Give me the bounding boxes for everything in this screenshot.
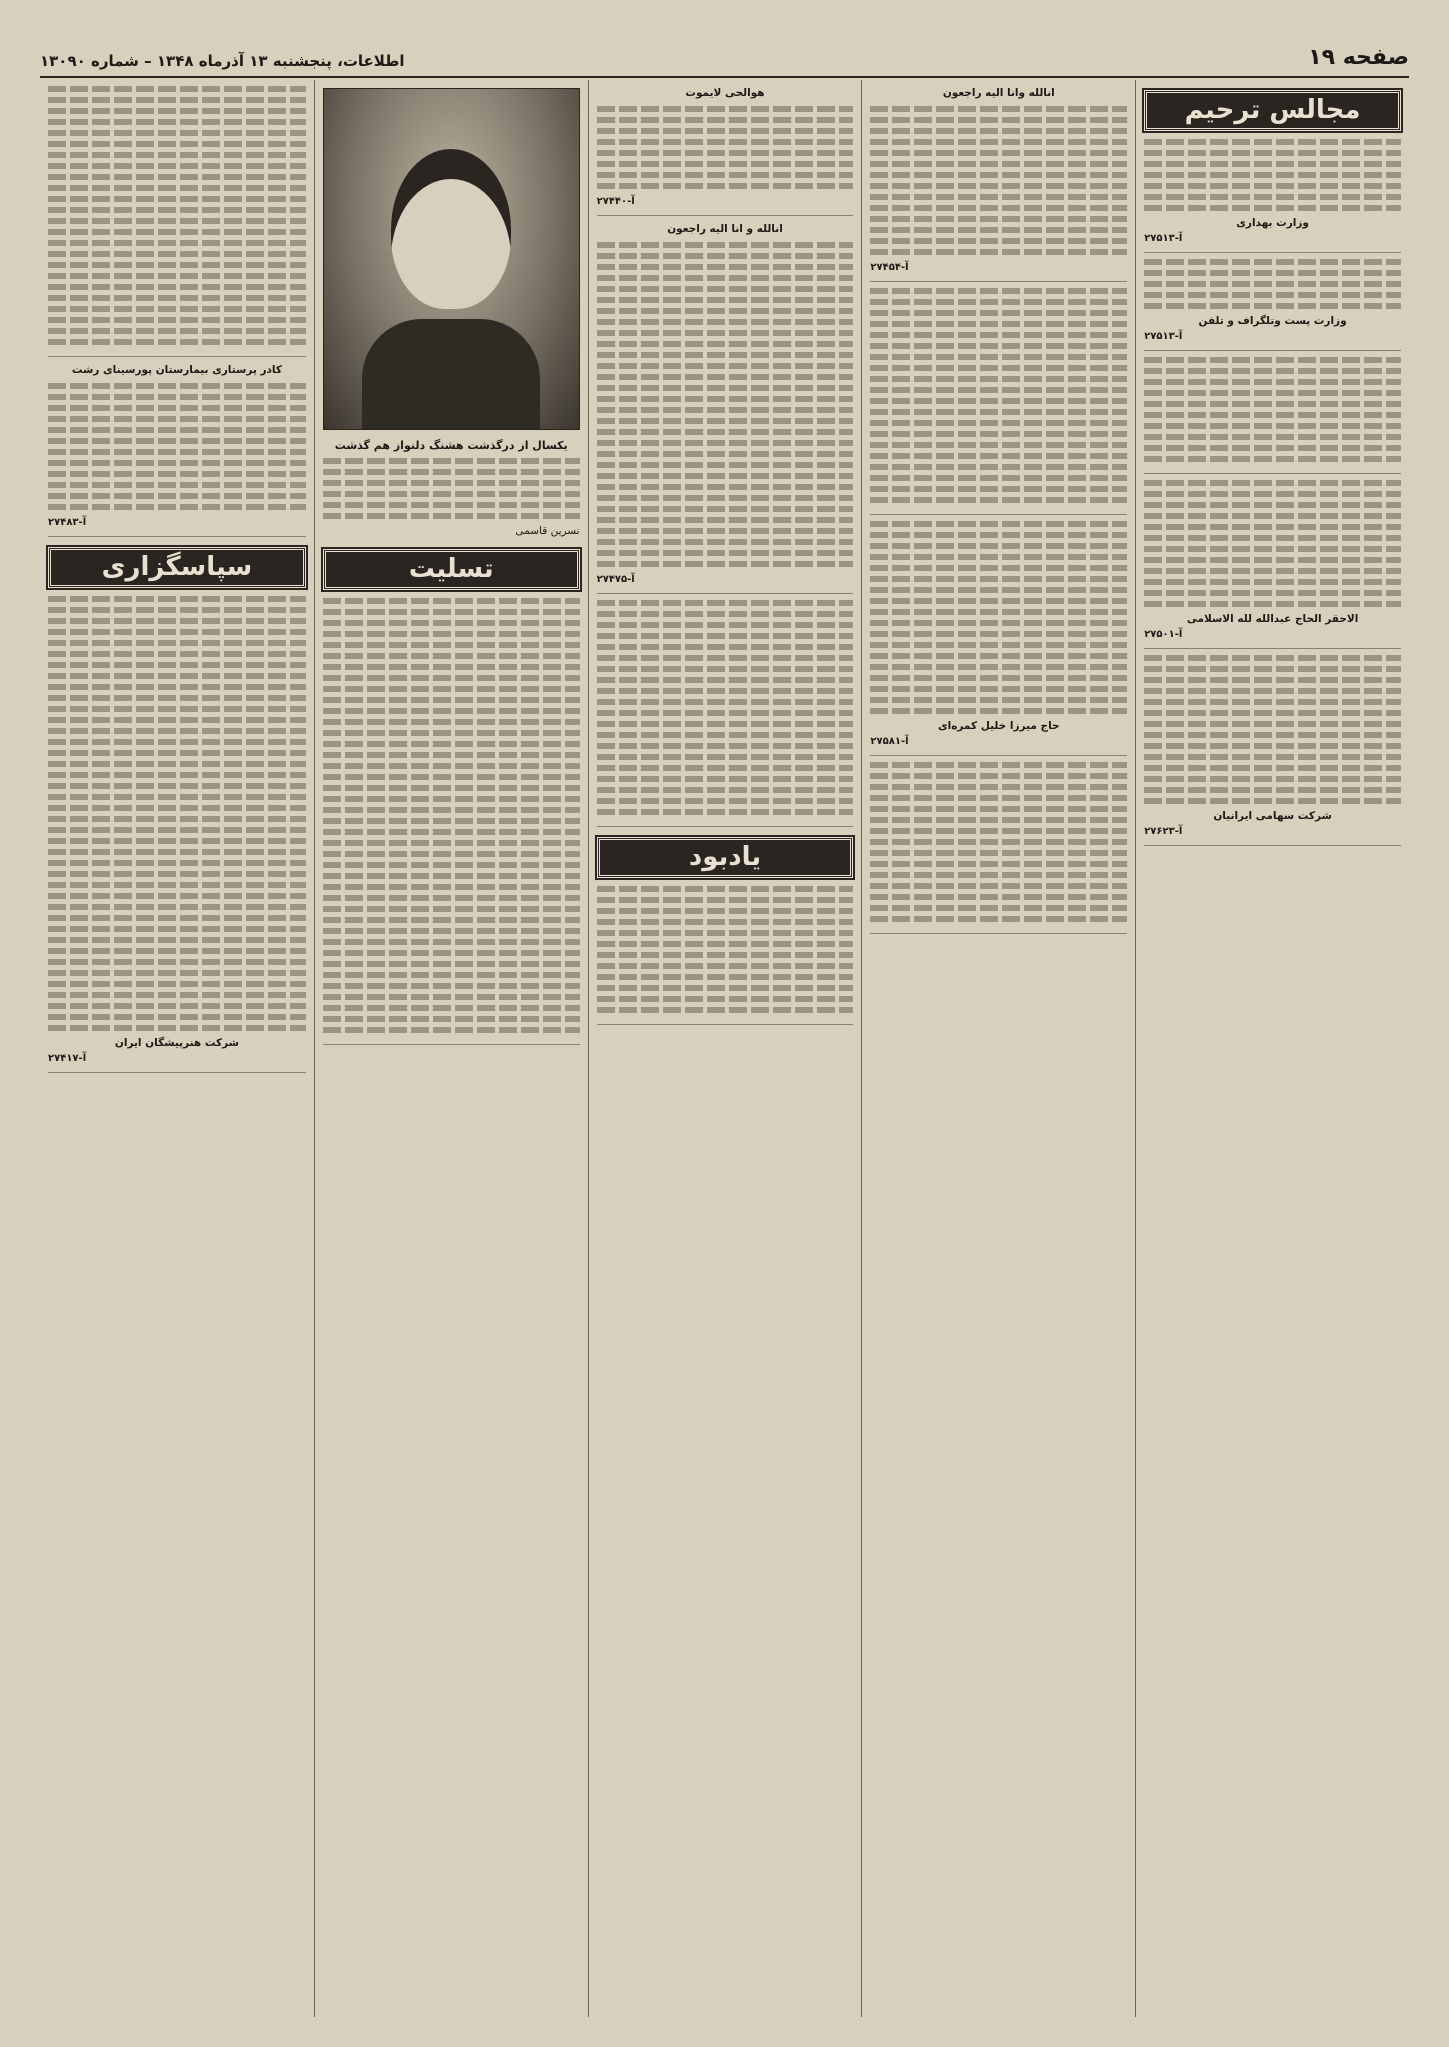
notice-code: آ-۲۷۵۱۳ — [1144, 233, 1183, 244]
notice — [48, 86, 306, 357]
notice — [1144, 655, 1401, 846]
notice-text — [48, 596, 306, 1031]
notice-text — [870, 288, 1127, 503]
portrait-head — [391, 149, 511, 309]
notice-code: آ-۲۷۴۸۳ — [48, 517, 87, 528]
issue-line: اطلاعات، پنجشنبه ۱۳ آذرماه ۱۳۴۸ – شماره ۱۳۰۹۰ — [40, 52, 405, 70]
notice — [597, 600, 854, 827]
notice — [870, 86, 1127, 282]
photo-caption: یکسال از درگذشت هشنگ دلنواز هم گذشت — [334, 439, 568, 452]
notice-code: آ-۲۷۵۰۱ — [1144, 629, 1183, 640]
section-banner-sepasgozari: سپاسگزاری — [48, 547, 306, 588]
notice — [1144, 139, 1401, 253]
notice-text — [48, 383, 306, 510]
portrait-photo — [323, 88, 580, 430]
notice-text — [1144, 139, 1401, 211]
photo-signature: نسرین قاسمی — [515, 525, 580, 537]
notice — [1144, 259, 1401, 351]
notice-text — [323, 598, 580, 1033]
notice-text — [597, 886, 854, 1013]
notice-title: انالله وانا الیه راجعون — [942, 87, 1055, 99]
notice-text — [597, 242, 854, 567]
section-banner-majalis: مجالس ترحیم — [1144, 90, 1401, 131]
notice-text — [597, 600, 854, 815]
notice-title: حاج میرزا خلیل کمره‌ای — [937, 720, 1060, 732]
notice-code: آ-۲۷۵۸۱ — [870, 736, 909, 747]
notice — [48, 596, 306, 1073]
column-3 — [588, 80, 862, 2017]
column-5 — [40, 80, 314, 2017]
notice-text — [1144, 655, 1401, 804]
notice-title: شرکت هنرپیشگان ایران — [114, 1037, 239, 1049]
notice-text — [870, 106, 1127, 255]
notice-code: آ-۲۷۵۱۳ — [1144, 331, 1183, 342]
column-1 — [1135, 80, 1409, 2017]
notice — [597, 86, 854, 216]
column-2 — [861, 80, 1135, 2017]
notice-title: شرکت سهامی ایرانیان — [1213, 810, 1332, 822]
notice — [597, 222, 854, 594]
section-banner-yadbud: یادبود — [597, 837, 854, 878]
notice-title: وزارت پست وتلگراف و تلفن — [1198, 315, 1347, 327]
notice-title: کادر پرستاری بیمارستان پورسینای رشت — [71, 364, 282, 376]
notice-code: آ-۲۷۴۱۷ — [48, 1053, 87, 1064]
notice-text — [870, 521, 1127, 714]
notice-code: آ-۲۷۴۷۵ — [596, 574, 635, 585]
portrait-body — [362, 319, 540, 429]
notice — [870, 521, 1127, 756]
notice-text — [1144, 357, 1401, 462]
notice — [323, 598, 580, 1045]
notice-text — [870, 762, 1127, 922]
column-4 — [314, 80, 588, 2017]
notice-title: انالله و انا الیه راجعون — [667, 223, 783, 235]
page-number: صفحه ۱۹ — [1308, 45, 1409, 70]
notice-text — [48, 86, 306, 345]
notice — [48, 363, 306, 537]
notice — [597, 886, 854, 1025]
notice-title: وزارت بهداری — [1236, 217, 1309, 229]
columns — [40, 80, 1409, 2017]
notice-text — [1144, 480, 1401, 607]
notice-text — [1144, 259, 1401, 309]
notice-title: هوالحی لایموت — [685, 87, 765, 99]
notice — [1144, 480, 1401, 649]
notice-code: آ-۲۷۶۲۳ — [1144, 826, 1183, 837]
notice — [870, 288, 1127, 515]
photo-text — [323, 458, 580, 519]
notice-code: آ-۲۷۴۵۴ — [870, 262, 909, 273]
notice-code: آ-۲۷۴۴۰ — [596, 196, 635, 207]
notice — [1144, 357, 1401, 474]
notice — [870, 762, 1127, 934]
notice-text — [597, 106, 854, 189]
section-banner-tasliat: تسلیت — [323, 549, 580, 590]
notice-title: الاحقر الحاج عبدالله لله الاسلامی — [1186, 613, 1359, 625]
page-header — [40, 30, 1409, 78]
